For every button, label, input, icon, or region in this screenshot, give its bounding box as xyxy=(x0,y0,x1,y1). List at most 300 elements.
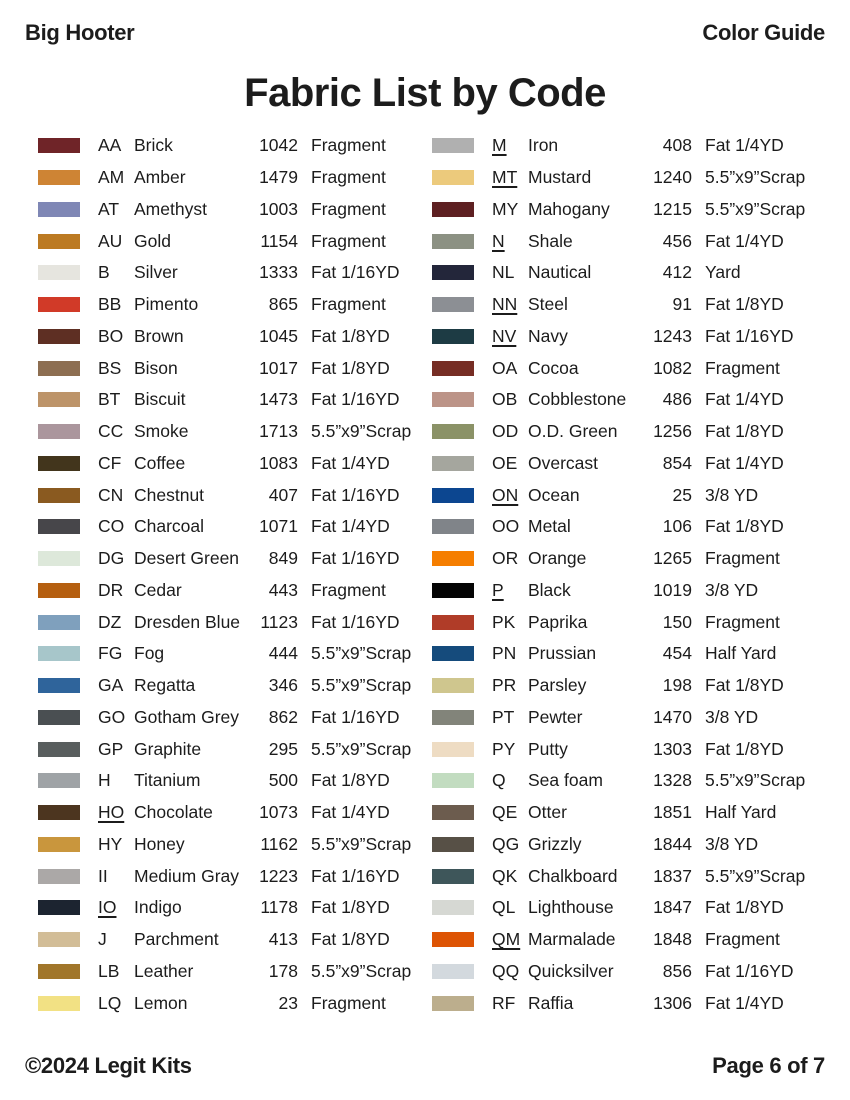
fabric-name: Chestnut xyxy=(134,484,205,505)
fabric-row xyxy=(432,289,817,321)
cut-size: Fat 1/4YD xyxy=(705,992,784,1013)
fabric-row xyxy=(432,956,817,988)
color-swatch xyxy=(38,646,80,661)
color-swatch xyxy=(38,265,80,280)
fabric-number: 178 xyxy=(268,960,298,981)
cut-size: Fragment xyxy=(705,357,780,378)
cut-size: Half Yard xyxy=(705,643,777,664)
color-swatch xyxy=(432,837,474,852)
cut-size: 3/8 YD xyxy=(705,833,759,854)
fabric-code: LQ xyxy=(98,992,122,1013)
cut-size: 5.5”x9”Scrap xyxy=(705,865,806,886)
fabric-number: 1847 xyxy=(653,897,692,918)
fabric-name: Titanium xyxy=(134,770,201,791)
fabric-code: QQ xyxy=(492,960,520,981)
cut-size: Fat 1/16YD xyxy=(705,960,794,981)
fabric-code: QE xyxy=(492,802,518,823)
fabric-row xyxy=(38,765,423,797)
color-swatch xyxy=(432,361,474,376)
color-swatch xyxy=(432,615,474,630)
cut-size: Fat 1/4YD xyxy=(705,230,784,251)
fabric-number: 407 xyxy=(268,484,298,505)
cut-size: 5.5”x9”Scrap xyxy=(705,167,806,188)
fabric-row xyxy=(432,352,817,384)
color-swatch xyxy=(432,742,474,757)
fabric-row xyxy=(38,321,423,353)
fabric-name: Steel xyxy=(528,294,568,315)
fabric-number: 25 xyxy=(672,484,692,505)
cut-size: Fat 1/16YD xyxy=(311,262,400,283)
fabric-name: Shale xyxy=(528,230,573,251)
color-swatch xyxy=(38,297,80,312)
fabric-name: Dresden Blue xyxy=(134,611,241,632)
fabric-row xyxy=(432,670,817,702)
cut-size: Fragment xyxy=(705,611,780,632)
fabric-row xyxy=(38,479,423,511)
fabric-column-right xyxy=(432,130,817,1019)
cut-size: 3/8 YD xyxy=(705,484,759,505)
fabric-code: PT xyxy=(492,706,515,727)
fabric-name: Cocoa xyxy=(528,357,579,378)
cut-size: Fat 1/8YD xyxy=(311,897,390,918)
color-swatch xyxy=(432,234,474,249)
fabric-code: QM xyxy=(492,929,521,950)
cut-size: Fragment xyxy=(311,167,386,188)
fabric-name: Black xyxy=(528,579,571,600)
fabric-row xyxy=(38,987,423,1019)
fabric-row xyxy=(38,384,423,416)
fabric-name: Amethyst xyxy=(134,198,207,219)
fabric-name: Desert Green xyxy=(134,548,240,569)
cut-size: Fat 1/16YD xyxy=(705,325,794,346)
cut-size: 5.5”x9”Scrap xyxy=(705,198,806,219)
fabric-row xyxy=(38,194,423,226)
fabric-name: Graphite xyxy=(134,738,202,759)
cut-size: 5.5”x9”Scrap xyxy=(705,770,806,791)
fabric-code: BT xyxy=(98,389,121,410)
color-swatch xyxy=(38,234,80,249)
fabric-row xyxy=(38,511,423,543)
fabric-name: Marmalade xyxy=(528,929,616,950)
cut-size: Fat 1/8YD xyxy=(705,294,784,315)
fabric-code: CN xyxy=(98,484,124,505)
fabric-number: 1333 xyxy=(259,262,298,283)
color-swatch xyxy=(38,710,80,725)
fabric-name: Lemon xyxy=(134,992,188,1013)
fabric-number: 1042 xyxy=(259,135,298,156)
fabric-list xyxy=(38,130,817,1019)
color-swatch xyxy=(432,932,474,947)
fabric-row xyxy=(38,860,423,892)
color-swatch xyxy=(432,202,474,217)
fabric-number: 1473 xyxy=(259,389,298,410)
color-swatch xyxy=(432,297,474,312)
fabric-number: 862 xyxy=(268,706,298,727)
copyright-text: ©2024 Legit Kits xyxy=(25,1053,192,1078)
fabric-code: CC xyxy=(98,421,124,442)
page-number: Page 6 of 7 xyxy=(712,1053,825,1078)
fabric-number: 413 xyxy=(268,929,298,950)
fabric-number: 1848 xyxy=(653,929,692,950)
cut-size: Fat 1/8YD xyxy=(311,770,390,791)
cut-size: Fragment xyxy=(311,198,386,219)
fabric-code: OO xyxy=(492,516,520,537)
color-swatch xyxy=(432,551,474,566)
fabric-number: 1851 xyxy=(653,802,692,823)
fabric-code: LB xyxy=(98,960,120,981)
fabric-name: Putty xyxy=(528,738,568,759)
color-swatch xyxy=(38,170,80,185)
fabric-number: 1240 xyxy=(653,167,692,188)
fabric-code: QG xyxy=(492,833,520,854)
fabric-name: Coffee xyxy=(134,452,186,473)
fabric-code: QK xyxy=(492,865,518,886)
cut-size: Fat 1/8YD xyxy=(311,357,390,378)
cut-size: Fat 1/8YD xyxy=(705,675,784,696)
fabric-name: Amber xyxy=(134,167,186,188)
fabric-number: 1844 xyxy=(653,833,692,854)
fabric-code: HO xyxy=(98,802,125,823)
fabric-code: PN xyxy=(492,643,517,664)
fabric-row xyxy=(432,797,817,829)
project-name: Big Hooter xyxy=(25,20,135,45)
fabric-row xyxy=(38,956,423,988)
color-swatch xyxy=(38,932,80,947)
fabric-number: 1306 xyxy=(653,992,692,1013)
color-swatch xyxy=(432,583,474,598)
fabric-code: OR xyxy=(492,548,519,569)
fabric-code: P xyxy=(492,579,504,600)
cut-size: Fat 1/16YD xyxy=(311,548,400,569)
color-swatch xyxy=(432,773,474,788)
cut-size: Yard xyxy=(705,262,741,283)
fabric-row xyxy=(38,670,423,702)
fabric-name: Bison xyxy=(134,357,178,378)
fabric-name: Mustard xyxy=(528,167,592,188)
fabric-number: 1045 xyxy=(259,325,298,346)
fabric-number: 1003 xyxy=(259,198,298,219)
fabric-code: M xyxy=(492,135,507,156)
fabric-number: 150 xyxy=(662,611,692,632)
fabric-number: 1082 xyxy=(653,357,692,378)
fabric-code: DR xyxy=(98,579,124,600)
fabric-name: Fog xyxy=(134,643,165,664)
fabric-name: Quicksilver xyxy=(528,960,614,981)
fabric-name: Gold xyxy=(134,230,171,251)
fabric-code: IO xyxy=(98,897,117,918)
fabric-name: Orange xyxy=(528,548,587,569)
color-swatch xyxy=(432,710,474,725)
fabric-code: AU xyxy=(98,230,123,251)
cut-size: 5.5”x9”Scrap xyxy=(311,833,412,854)
fabric-row xyxy=(38,733,423,765)
fabric-code: OD xyxy=(492,421,519,442)
color-swatch xyxy=(432,805,474,820)
fabric-row xyxy=(38,829,423,861)
cut-size: Fat 1/4YD xyxy=(311,802,390,823)
cut-size: 5.5”x9”Scrap xyxy=(311,738,412,759)
fabric-name: Brick xyxy=(134,135,173,156)
fabric-number: 1123 xyxy=(260,611,298,632)
cut-size: Fragment xyxy=(311,294,386,315)
fabric-number: 1083 xyxy=(259,452,298,473)
color-swatch xyxy=(432,329,474,344)
fabric-name: Paprika xyxy=(528,611,588,632)
fabric-number: 1162 xyxy=(260,833,298,854)
cut-size: Fat 1/16YD xyxy=(311,484,400,505)
fabric-number: 91 xyxy=(672,294,692,315)
fabric-number: 500 xyxy=(268,770,298,791)
cut-size: Fat 1/8YD xyxy=(705,516,784,537)
fabric-name: Gotham Grey xyxy=(134,706,240,727)
fabric-number: 1470 xyxy=(653,706,692,727)
fabric-row xyxy=(432,225,817,257)
cut-size: Fat 1/8YD xyxy=(705,421,784,442)
fabric-row xyxy=(38,257,423,289)
fabric-code: CF xyxy=(98,452,122,473)
color-swatch xyxy=(38,869,80,884)
fabric-number: 1215 xyxy=(653,198,692,219)
color-swatch xyxy=(432,456,474,471)
fabric-code: RF xyxy=(492,992,516,1013)
fabric-row xyxy=(38,924,423,956)
fabric-number: 106 xyxy=(662,516,692,537)
fabric-name: Charcoal xyxy=(134,516,205,537)
color-swatch xyxy=(38,837,80,852)
fabric-row xyxy=(432,194,817,226)
fabric-name: O.D. Green xyxy=(528,421,618,442)
fabric-number: 1017 xyxy=(259,357,298,378)
color-swatch xyxy=(38,996,80,1011)
fabric-code: II xyxy=(98,865,108,886)
fabric-code: B xyxy=(98,262,110,283)
fabric-name: Grizzly xyxy=(528,833,582,854)
fabric-code: GP xyxy=(98,738,124,759)
fabric-row xyxy=(432,162,817,194)
fabric-code: BS xyxy=(98,357,122,378)
fabric-row xyxy=(38,416,423,448)
fabric-number: 23 xyxy=(278,992,298,1013)
cut-size: Fat 1/8YD xyxy=(311,325,390,346)
fabric-code: BB xyxy=(98,294,122,315)
fabric-name: Parsley xyxy=(528,675,587,696)
cut-size: Fragment xyxy=(311,230,386,251)
fabric-number: 1073 xyxy=(259,802,298,823)
fabric-number: 1154 xyxy=(260,230,298,251)
color-swatch xyxy=(432,964,474,979)
fabric-name: Mahogany xyxy=(528,198,610,219)
fabric-name: Biscuit xyxy=(134,389,186,410)
fabric-row xyxy=(432,638,817,670)
fabric-row xyxy=(38,130,423,162)
fabric-number: 1328 xyxy=(653,770,692,791)
fabric-name: Ocean xyxy=(528,484,580,505)
cut-size: Fragment xyxy=(311,579,386,600)
fabric-code: NV xyxy=(492,325,517,346)
cut-size: Fat 1/4YD xyxy=(705,452,784,473)
color-swatch xyxy=(38,742,80,757)
fabric-name: Prussian xyxy=(528,643,597,664)
fabric-number: 1837 xyxy=(653,865,692,886)
color-swatch xyxy=(432,996,474,1011)
cut-size: 5.5”x9”Scrap xyxy=(311,960,412,981)
color-swatch xyxy=(432,392,474,407)
color-swatch xyxy=(432,869,474,884)
page-title: Fabric List by Code xyxy=(244,71,606,115)
fabric-name: Smoke xyxy=(134,421,189,442)
fabric-name: Parchment xyxy=(134,929,219,950)
cut-size: Fragment xyxy=(311,135,386,156)
fabric-row xyxy=(432,987,817,1019)
cut-size: Fragment xyxy=(311,992,386,1013)
fabric-code: HY xyxy=(98,833,123,854)
color-swatch xyxy=(432,170,474,185)
color-swatch xyxy=(38,329,80,344)
fabric-row xyxy=(432,257,817,289)
fabric-code: GA xyxy=(98,675,124,696)
fabric-code: N xyxy=(492,230,505,251)
fabric-row xyxy=(38,352,423,384)
cut-size: 3/8 YD xyxy=(705,706,759,727)
cut-size: 5.5”x9”Scrap xyxy=(311,643,412,664)
fabric-row xyxy=(432,765,817,797)
fabric-row xyxy=(38,448,423,480)
fabric-row xyxy=(432,606,817,638)
fabric-code: AA xyxy=(98,135,122,156)
fabric-code: DG xyxy=(98,548,125,569)
fabric-name: Chocolate xyxy=(134,802,213,823)
fabric-code: OA xyxy=(492,357,518,378)
fabric-name: Sea foam xyxy=(528,770,603,791)
fabric-row xyxy=(432,448,817,480)
color-swatch xyxy=(38,361,80,376)
fabric-number: 854 xyxy=(662,452,692,473)
fabric-code: CO xyxy=(98,516,125,537)
fabric-name: Overcast xyxy=(528,452,599,473)
fabric-code: H xyxy=(98,770,111,791)
fabric-number: 443 xyxy=(268,579,298,600)
fabric-row xyxy=(38,575,423,607)
fabric-code: PR xyxy=(492,675,517,696)
color-swatch xyxy=(38,202,80,217)
fabric-row xyxy=(432,321,817,353)
color-swatch xyxy=(432,646,474,661)
fabric-number: 1071 xyxy=(259,516,298,537)
fabric-column-left xyxy=(38,130,423,1019)
fabric-name: Cobblestone xyxy=(528,389,627,410)
color-swatch xyxy=(38,900,80,915)
fabric-row xyxy=(432,702,817,734)
fabric-row xyxy=(432,511,817,543)
color-swatch xyxy=(38,424,80,439)
cut-size: 3/8 YD xyxy=(705,579,759,600)
fabric-number: 454 xyxy=(662,643,692,664)
document-footer xyxy=(25,1053,825,1079)
fabric-row xyxy=(38,225,423,257)
fabric-name: Silver xyxy=(134,262,178,283)
cut-size: Fat 1/16YD xyxy=(311,389,400,410)
fabric-code: AM xyxy=(98,167,125,188)
fabric-number: 1479 xyxy=(259,167,298,188)
color-swatch xyxy=(38,805,80,820)
fabric-number: 456 xyxy=(662,230,692,251)
cut-size: Fat 1/8YD xyxy=(705,897,784,918)
fabric-code: ON xyxy=(492,484,519,505)
fabric-number: 1303 xyxy=(653,738,692,759)
fabric-row xyxy=(432,733,817,765)
fabric-code: FG xyxy=(98,643,123,664)
cut-size: Fat 1/4YD xyxy=(311,516,390,537)
fabric-number: 444 xyxy=(268,643,298,664)
fabric-code: MY xyxy=(492,198,519,219)
fabric-number: 1713 xyxy=(259,421,298,442)
fabric-name: Pimento xyxy=(134,294,199,315)
fabric-row xyxy=(38,702,423,734)
fabric-code: OE xyxy=(492,452,518,473)
fabric-row xyxy=(432,924,817,956)
fabric-number: 1019 xyxy=(653,579,692,600)
color-swatch xyxy=(432,900,474,915)
fabric-name: Brown xyxy=(134,325,184,346)
color-swatch xyxy=(38,392,80,407)
color-swatch xyxy=(38,678,80,693)
fabric-row xyxy=(38,797,423,829)
fabric-name: Navy xyxy=(528,325,568,346)
fabric-number: 1256 xyxy=(653,421,692,442)
fabric-row xyxy=(38,892,423,924)
fabric-name: Lighthouse xyxy=(528,897,614,918)
fabric-row xyxy=(38,606,423,638)
fabric-code: PK xyxy=(492,611,516,632)
fabric-name: Raffia xyxy=(528,992,574,1013)
fabric-number: 1223 xyxy=(259,865,298,886)
fabric-row xyxy=(432,575,817,607)
fabric-number: 295 xyxy=(268,738,298,759)
fabric-row xyxy=(38,289,423,321)
cut-size: Fat 1/4YD xyxy=(705,135,784,156)
fabric-code: PY xyxy=(492,738,516,759)
cut-size: Fragment xyxy=(705,548,780,569)
fabric-code: DZ xyxy=(98,611,122,632)
cut-size: Fat 1/16YD xyxy=(311,706,400,727)
cut-size: Fat 1/4YD xyxy=(705,389,784,410)
fabric-row xyxy=(432,479,817,511)
fabric-row xyxy=(38,543,423,575)
fabric-code: NL xyxy=(492,262,515,283)
fabric-row xyxy=(432,892,817,924)
fabric-name: Honey xyxy=(134,833,185,854)
fabric-number: 849 xyxy=(268,548,298,569)
fabric-number: 412 xyxy=(662,262,692,283)
fabric-number: 1265 xyxy=(653,548,692,569)
fabric-code: Q xyxy=(492,770,506,791)
color-swatch xyxy=(432,519,474,534)
fabric-number: 1243 xyxy=(653,325,692,346)
document-header xyxy=(25,20,825,46)
cut-size: Fat 1/4YD xyxy=(311,452,390,473)
fabric-number: 486 xyxy=(662,389,692,410)
fabric-row xyxy=(38,638,423,670)
fabric-row xyxy=(432,829,817,861)
guide-label: Color Guide xyxy=(702,20,825,45)
color-swatch xyxy=(38,488,80,503)
cut-size: Fat 1/8YD xyxy=(705,738,784,759)
cut-size: Fragment xyxy=(705,929,780,950)
cut-size: Fat 1/8YD xyxy=(311,929,390,950)
color-swatch xyxy=(432,488,474,503)
color-swatch xyxy=(38,964,80,979)
fabric-number: 408 xyxy=(662,135,692,156)
